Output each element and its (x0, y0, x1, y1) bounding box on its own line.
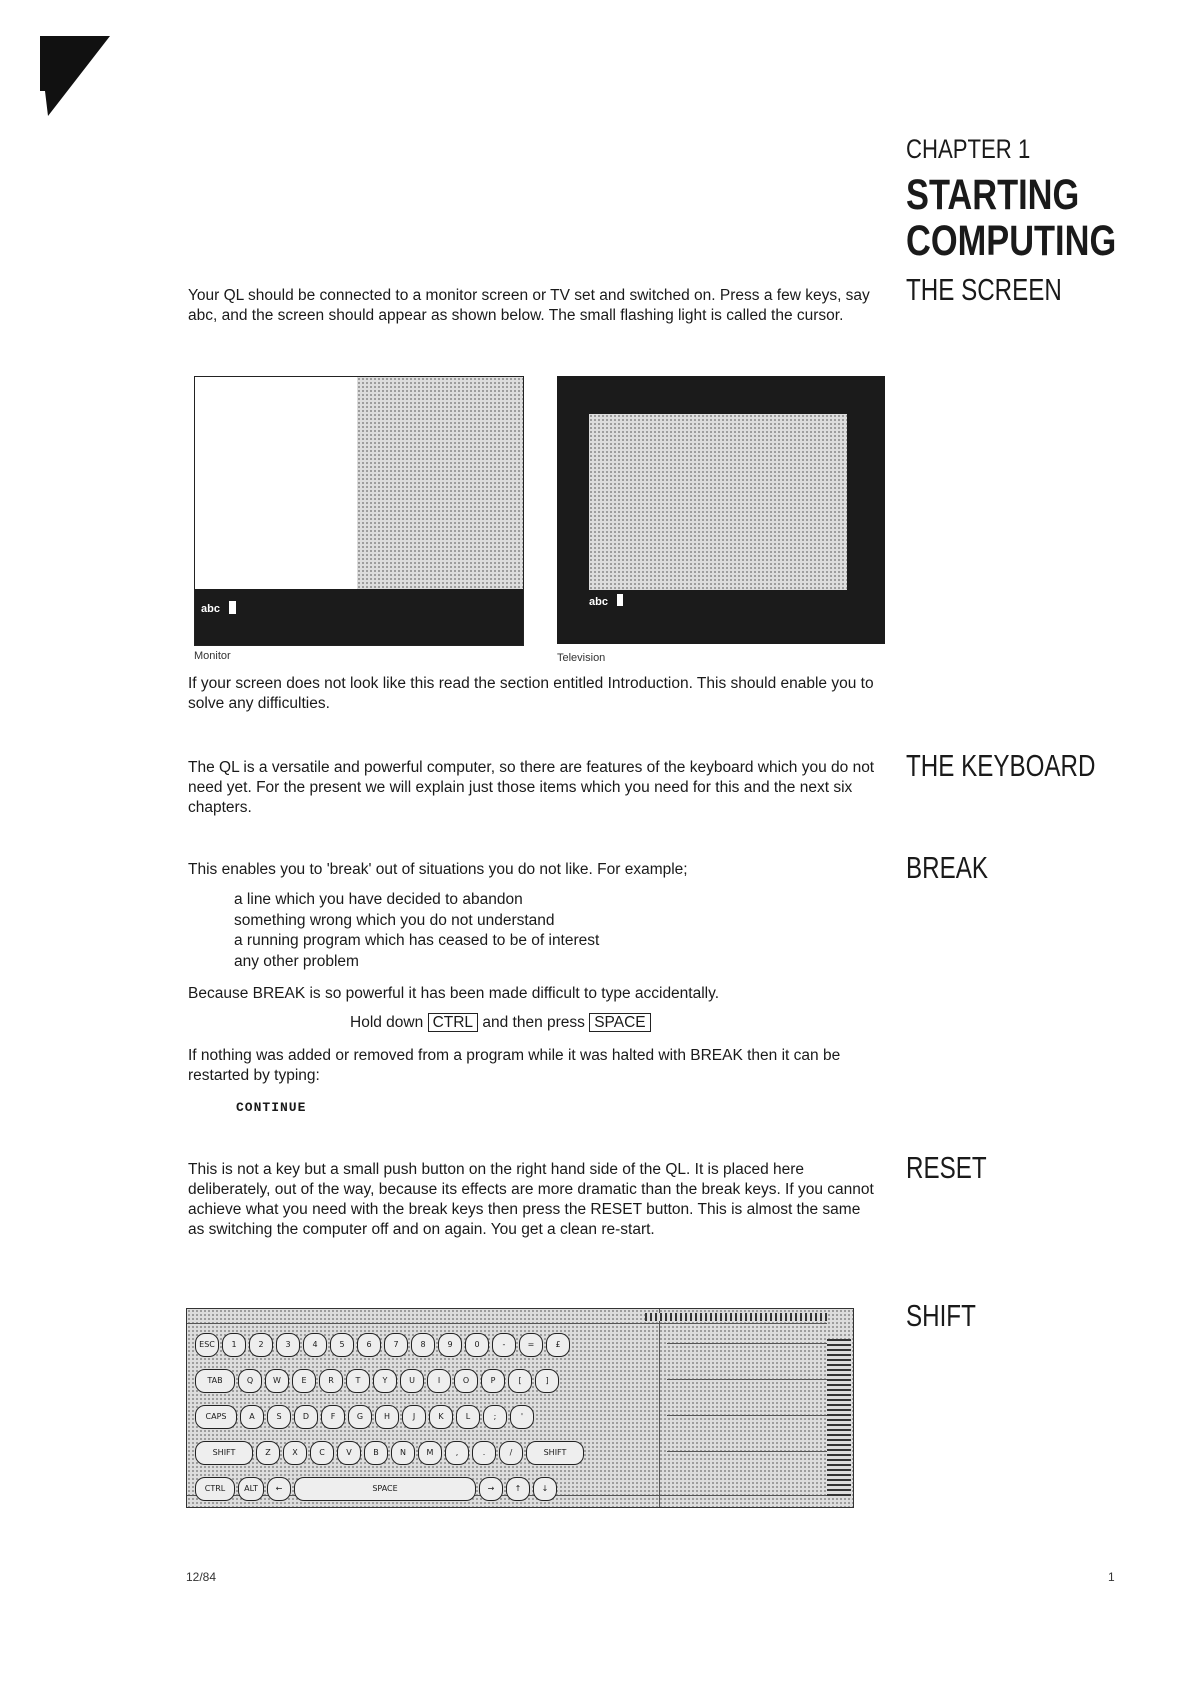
footer-date: 12/84 (186, 1570, 217, 1584)
chapter-label: CHAPTER 1 (906, 134, 1031, 164)
keyboard-paragraph: The QL is a versatile and powerful computer, so there are features of the keyboard which you do not need yet. For the present we will explain just those items which you need for this and the next six chapters. (188, 759, 875, 816)
heading-the-keyboard: THE KEYBOARD (906, 748, 1096, 783)
keyboard-key: ] (535, 1369, 559, 1393)
keyboard-key: L (456, 1405, 480, 1429)
heading-break: BREAK (906, 850, 988, 885)
keyboard-key: P (481, 1369, 505, 1393)
keyboard-key: S (267, 1405, 291, 1429)
keyboard-key: E (292, 1369, 316, 1393)
monitor-typed-text: abc (201, 603, 220, 615)
list-item: any other problem (234, 952, 359, 970)
keyboard-key: 8 (411, 1333, 435, 1357)
monitor-cursor-icon (229, 601, 236, 614)
keyboard-key: ↑ (506, 1477, 530, 1501)
keyboard-key: SHIFT (195, 1441, 253, 1465)
keyboard-side-vent (827, 1339, 851, 1497)
list-item: a line which you have decided to abandon (234, 891, 523, 908)
keyboard-key: 3 (276, 1333, 300, 1357)
reset-paragraph: This is not a key but a small push button on the right hand side of the QL. It is placed here deliberately, out of the way, because its effects are more dramatic than the break keys. If you cannot achieve what you need with the break keys then press the RESET button. This is almost the same as switching the computer off and on again. You get a clean re-start. (188, 1161, 874, 1238)
monitor-right-window (357, 377, 523, 589)
keyboard-key: ESC (195, 1333, 219, 1357)
keyboard-key: CTRL (195, 1477, 235, 1501)
keyboard-key: SPACE (294, 1477, 476, 1501)
heading-shift: SHIFT (906, 1298, 976, 1333)
monitor-caption: Monitor (194, 650, 231, 662)
television-cursor-icon (617, 594, 623, 606)
ql-keyboard-illustration (186, 1308, 854, 1508)
television-screen-area (589, 414, 847, 590)
keyboard-key: 2 (249, 1333, 273, 1357)
keyboard-key: C (310, 1441, 334, 1465)
page-number: 1 (1108, 1570, 1115, 1584)
keyboard-key: G (348, 1405, 372, 1429)
keyboard-key: Z (256, 1441, 280, 1465)
break-paragraph: This enables you to 'break' out of situations you do not like. For example; (188, 861, 688, 878)
keyboard-key: A (240, 1405, 264, 1429)
keyboard-key: £ (546, 1333, 570, 1357)
keyboard-key: 9 (438, 1333, 462, 1357)
keyboard-key: 6 (357, 1333, 381, 1357)
keyboard-key: ← (267, 1477, 291, 1501)
keyboard-key: ALT (238, 1477, 264, 1501)
instruction-mid: and then press (482, 1014, 585, 1031)
television-typed-text: abc (589, 596, 608, 608)
keyboard-key: Y (373, 1369, 397, 1393)
chapter-title (906, 172, 1116, 264)
keyboard-key: 1 (222, 1333, 246, 1357)
keyboard-key: 0 (465, 1333, 489, 1357)
keyboard-key: TAB (195, 1369, 235, 1393)
keyboard-key: - (492, 1333, 516, 1357)
keyboard-key: K (429, 1405, 453, 1429)
keyboard-key: ; (483, 1405, 507, 1429)
keyboard-key: U (400, 1369, 424, 1393)
keyboard-key: , (445, 1441, 469, 1465)
keyboard-key: T (346, 1369, 370, 1393)
keyboard-key: M (418, 1441, 442, 1465)
keyboard-key: V (337, 1441, 361, 1465)
keyboard-top-vent (645, 1313, 827, 1321)
keyboard-key: 5 (330, 1333, 354, 1357)
space-key-label: SPACE (589, 1013, 650, 1032)
heading-reset: RESET (906, 1150, 987, 1185)
corner-mark (40, 36, 110, 116)
continue-command: CONTINUE (236, 1100, 307, 1115)
keyboard-key: H (375, 1405, 399, 1429)
instruction-pre: Hold down (350, 1014, 424, 1031)
heading-the-screen: THE SCREEN (906, 272, 1062, 307)
keyboard-key: . (472, 1441, 496, 1465)
keyboard-key: J (402, 1405, 426, 1429)
keyboard-key: B (364, 1441, 388, 1465)
restart-paragraph: If nothing was added or removed from a program while it was halted with BREAK then it can be restarted by typing: (188, 1047, 841, 1084)
ctrl-key-label: CTRL (428, 1013, 478, 1032)
chapter-title-line2: COMPUTING (906, 217, 1117, 265)
keyboard-key: F (321, 1405, 345, 1429)
keyboard-key: R (319, 1369, 343, 1393)
keyboard-key: N (391, 1441, 415, 1465)
monitor-left-window (195, 377, 357, 589)
keyboard-key: ' (510, 1405, 534, 1429)
keyboard-key: [ (508, 1369, 532, 1393)
break-examples-list (234, 890, 599, 972)
keyboard-key: / (499, 1441, 523, 1465)
keyboard-key: 4 (303, 1333, 327, 1357)
keyboard-key: X (283, 1441, 307, 1465)
keyboard-key: CAPS (195, 1405, 237, 1429)
list-item: something wrong which you do not understand (234, 911, 555, 929)
keyboard-key: W (265, 1369, 289, 1393)
keyboard-key: = (519, 1333, 543, 1357)
screen-paragraph: Your QL should be connected to a monitor screen or TV set and switched on. Press a few keys, say abc, and the screen should appear as shown below. The small flashing light is called the cursor. (188, 287, 870, 324)
monitor-figure (194, 376, 524, 646)
break-note: Because BREAK is so powerful it has been made difficult to type accidentally. (188, 985, 720, 1002)
keyboard-key: D (294, 1405, 318, 1429)
monitor-command-area (195, 589, 523, 645)
keyboard-key: 7 (384, 1333, 408, 1357)
keyboard-key: I (427, 1369, 451, 1393)
keyboard-key: ↓ (533, 1477, 557, 1501)
chapter-title-line1: STARTING (906, 171, 1080, 219)
break-instruction (350, 1014, 651, 1032)
television-caption: Television (557, 652, 606, 664)
list-item: a running program which has ceased to be of interest (234, 932, 600, 949)
keyboard-key: SHIFT (526, 1441, 584, 1465)
television-figure (557, 376, 885, 644)
screen-help-paragraph: If your screen does not look like this read the section entitled Introduction. This should enable you to solve any difficulties. (188, 675, 874, 712)
keyboard-key: → (479, 1477, 503, 1501)
keyboard-key: O (454, 1369, 478, 1393)
keyboard-key: Q (238, 1369, 262, 1393)
